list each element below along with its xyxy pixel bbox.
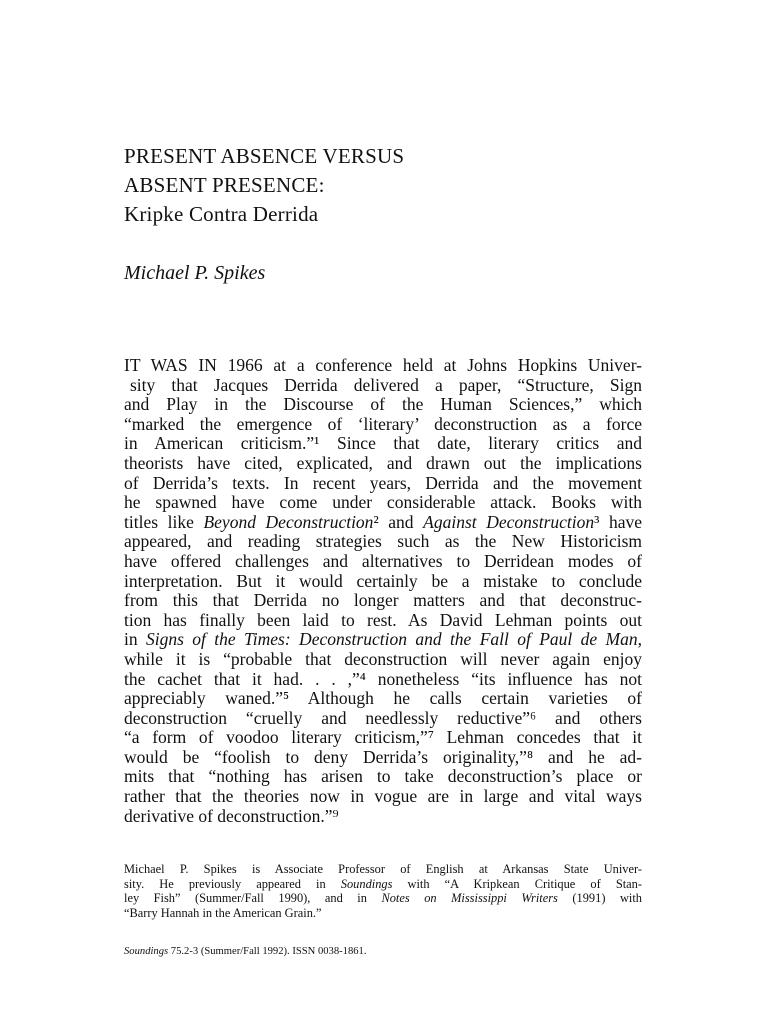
body-line: tion has finally been laid to rest. As David Lehman points out <box>124 609 642 630</box>
body-line: deconstruction “cruelly and needlessly reductive”⁶ and others <box>124 707 642 728</box>
article-author: Michael P. Spikes <box>124 262 266 284</box>
body-line: interpretation. But it would certainly be a mistake to conclude <box>124 570 642 591</box>
body-line: rather that the theories now in vogue are in large and vital ways <box>124 786 642 807</box>
article-title-line-2: ABSENT PRESENCE: <box>124 173 325 197</box>
article-subtitle: Kripke Contra Derrida <box>124 202 319 226</box>
body-line: he spawned have come under considerable attack. Books with <box>124 492 642 513</box>
author-note-line: sity. He previously appeared in Soundings with “A Kripkean Critique of Stan- <box>124 876 642 891</box>
body-line: appeared, and reading strategies such as the New Historicism <box>124 531 642 552</box>
journal-citation: Soundings 75.2-3 (Summer/Fall 1992). ISSN 0038-1861. <box>124 946 367 957</box>
body-line: “a form of voodoo literary criticism,”⁷ Lehman concedes that it <box>124 727 642 748</box>
body-line: appreciably waned.”⁵ Although he calls certain varieties of <box>124 688 642 709</box>
body-line: in American criticism.”¹ Since that date, literary critics and <box>124 433 642 454</box>
author-note-line: Michael P. Spikes is Associate Professor of English at Arkansas State Univer- <box>124 862 642 876</box>
body-line: derivative of deconstruction.”⁹ <box>124 805 339 826</box>
author-note-line: “Barry Hannah in the American Grain.” <box>124 905 322 920</box>
body-line: in Signs of the Times: Deconstruction and the Fall of Paul de Man, <box>124 629 642 650</box>
body-line: the cachet that it had. . . ,”⁴ nonetheless “its influence has not <box>124 668 642 689</box>
body-line: would be “foolish to deny Derrida’s originality,”⁸ and he ad- <box>124 746 642 767</box>
body-line: while it is “probable that deconstruction will never again enjoy <box>124 648 642 669</box>
body-line: mits that “nothing has arisen to take deconstruction’s place or <box>124 766 642 787</box>
author-note-line: ley Fish” (Summer/Fall 1990), and in Notes on Mississippi Writers (1991) with <box>124 891 642 906</box>
body-line: from this that Derrida no longer matters and that deconstruc- <box>124 590 642 611</box>
body-line: theorists have cited, explicated, and drawn out the implications <box>124 452 642 473</box>
body-first-line: IT WAS IN 1966 at a conference held at Johns Hopkins Univer- <box>124 355 642 375</box>
body-line: have offered challenges and alternatives to Derridean modes of <box>124 550 642 571</box>
body-line: “marked the emergence of ‘literary’ deconstruction as a force <box>124 413 642 434</box>
article-title-line-1: PRESENT ABSENCE VERSUS <box>124 144 405 168</box>
article-title-block <box>124 142 644 229</box>
author-note <box>124 862 642 920</box>
body-line: titles like Beyond Deconstruction² and Against Deconstruction³ have <box>124 511 643 532</box>
body-line: of Derrida’s texts. In recent years, Derrida and the movement <box>124 472 642 493</box>
article-body <box>124 356 642 826</box>
body-line: and Play in the Discourse of the Human Sciences,” which <box>124 394 642 415</box>
body-line: sity that Jacques Derrida delivered a paper, “Structure, Sign <box>130 374 642 395</box>
